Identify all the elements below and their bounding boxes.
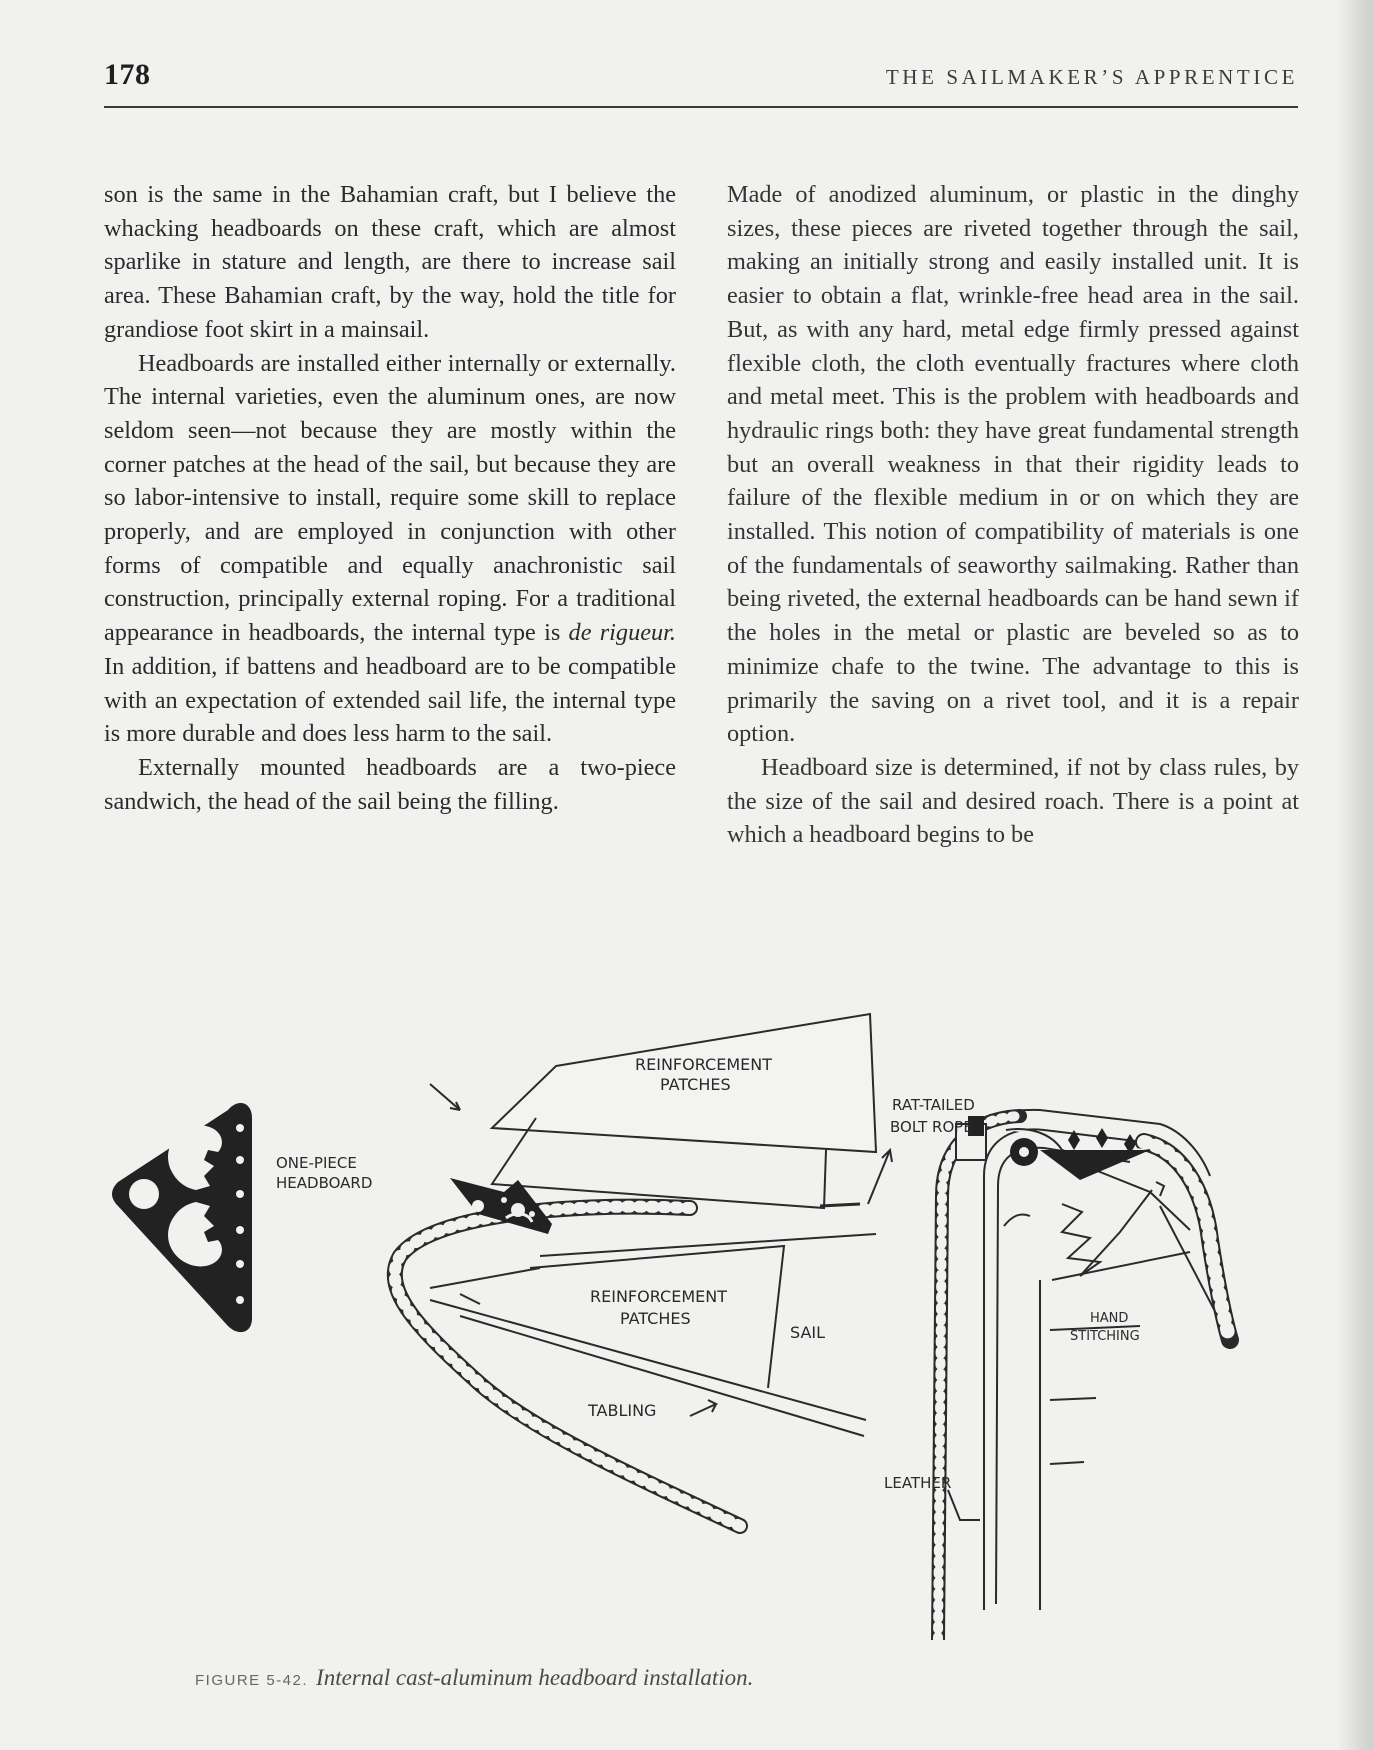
left-paragraph-2-text-b: In addition, if battens and headboard are to be compatible with an expectation of extended sail life, the internal type is more durable and does less harm to the sail. — [104, 652, 676, 748]
page-edge-shadow — [1337, 0, 1373, 1750]
figure-caption — [195, 1665, 753, 1691]
page-number: 178 — [104, 58, 151, 91]
left-column — [104, 178, 676, 818]
label-hand-2: STITCHING — [1070, 1329, 1140, 1344]
left-paragraph-3: Externally mounted headboards are a two-piece sandwich, the head of the sail being the filling. — [104, 753, 676, 815]
label-reinforcement-mid-2: PATCHES — [620, 1309, 691, 1328]
left-paragraph-1: son is the same in the Bahamian craft, but I believe the whacking headboards on these craft, which are almost sparlike in stature and length, are there to increase sail area. These Bahamian craft, by the way, hold the title for grandiose foot skirt in a mainsail. — [104, 181, 676, 343]
label-one-piece-1: ONE-PIECE — [276, 1154, 357, 1172]
label-leather: LEATHER — [884, 1474, 952, 1492]
page-header — [104, 56, 1298, 108]
headboard-detached-drawing — [112, 1103, 252, 1332]
label-reinforcement-top-2: PATCHES — [660, 1075, 731, 1094]
label-sail: SAIL — [790, 1323, 826, 1342]
label-rat-tailed-2: BOLT ROPE — [890, 1118, 973, 1136]
reinforcement-patches-top-drawing — [492, 1014, 892, 1208]
right-column — [727, 178, 1299, 852]
label-reinforcement-top-1: REINFORCEMENT — [635, 1055, 772, 1074]
label-one-piece-2: HEADBOARD — [276, 1174, 373, 1192]
label-reinforcement-mid-1: REINFORCEMENT — [590, 1287, 727, 1306]
figure-illustration — [100, 1000, 1280, 1640]
label-rat-tailed-1: RAT-TAILED — [892, 1096, 975, 1114]
figure-headboard-installation — [100, 1000, 1280, 1640]
figure-caption-label: FIGURE 5-42. — [195, 1672, 309, 1689]
right-paragraph-1: Made of anodized aluminum, or plastic in the dinghy sizes, these pieces are riveted together through the sail, making an initially strong and easily installed unit. It is easier to obtain a flat, wrinkle-free head area in the sail. But, as with any hard, metal edge firmly pressed against flexible cloth, the cloth eventually fractures where cloth and metal meet. This is the problem with headboards and hydraulic rings both: they have great fundamental strength but an overall weakness in that their rigidity leads to failure of the flexible medium in or on which they are installed. This notion of compatibility of materials is one of the fundamentals of seaworthy sailmaking. Rather than being riveted, the external headboards can be hand sewn if the holes in the metal or plastic are beveled so as to minimize chafe to the twine. The advantage to this is primarily the saving on a rivet tool, and it is a repair option. — [727, 181, 1299, 748]
figure-caption-text: Internal cast-aluminum headboard installation. — [316, 1665, 754, 1690]
left-paragraph-2 — [104, 347, 676, 751]
right-paragraph-2: Headboard size is determined, if not by class rules, by the size of the sail and desired roach. There is a point at which a headboard begins to be — [727, 753, 1299, 849]
label-hand-1: HAND — [1090, 1311, 1129, 1326]
running-head: THE SAILMAKER’S APPRENTICE — [885, 65, 1298, 89]
left-paragraph-2-text-a: Headboards are installed either internally or externally. The internal varieties, even the aluminum ones, are now seldom seen—not because they are mostly within the corner patches at the head of the sail, but because they are so labor-intensive to install, require some skill to replace properly, and are employed in conjunction with other forms of compatible and equally anachronistic sail construction, principally external roping. For a traditional appearance in headboards, the internal type is — [104, 349, 676, 647]
left-paragraph-2-italic: de rigueur. — [568, 619, 677, 647]
label-tabling: TABLING — [588, 1401, 657, 1420]
